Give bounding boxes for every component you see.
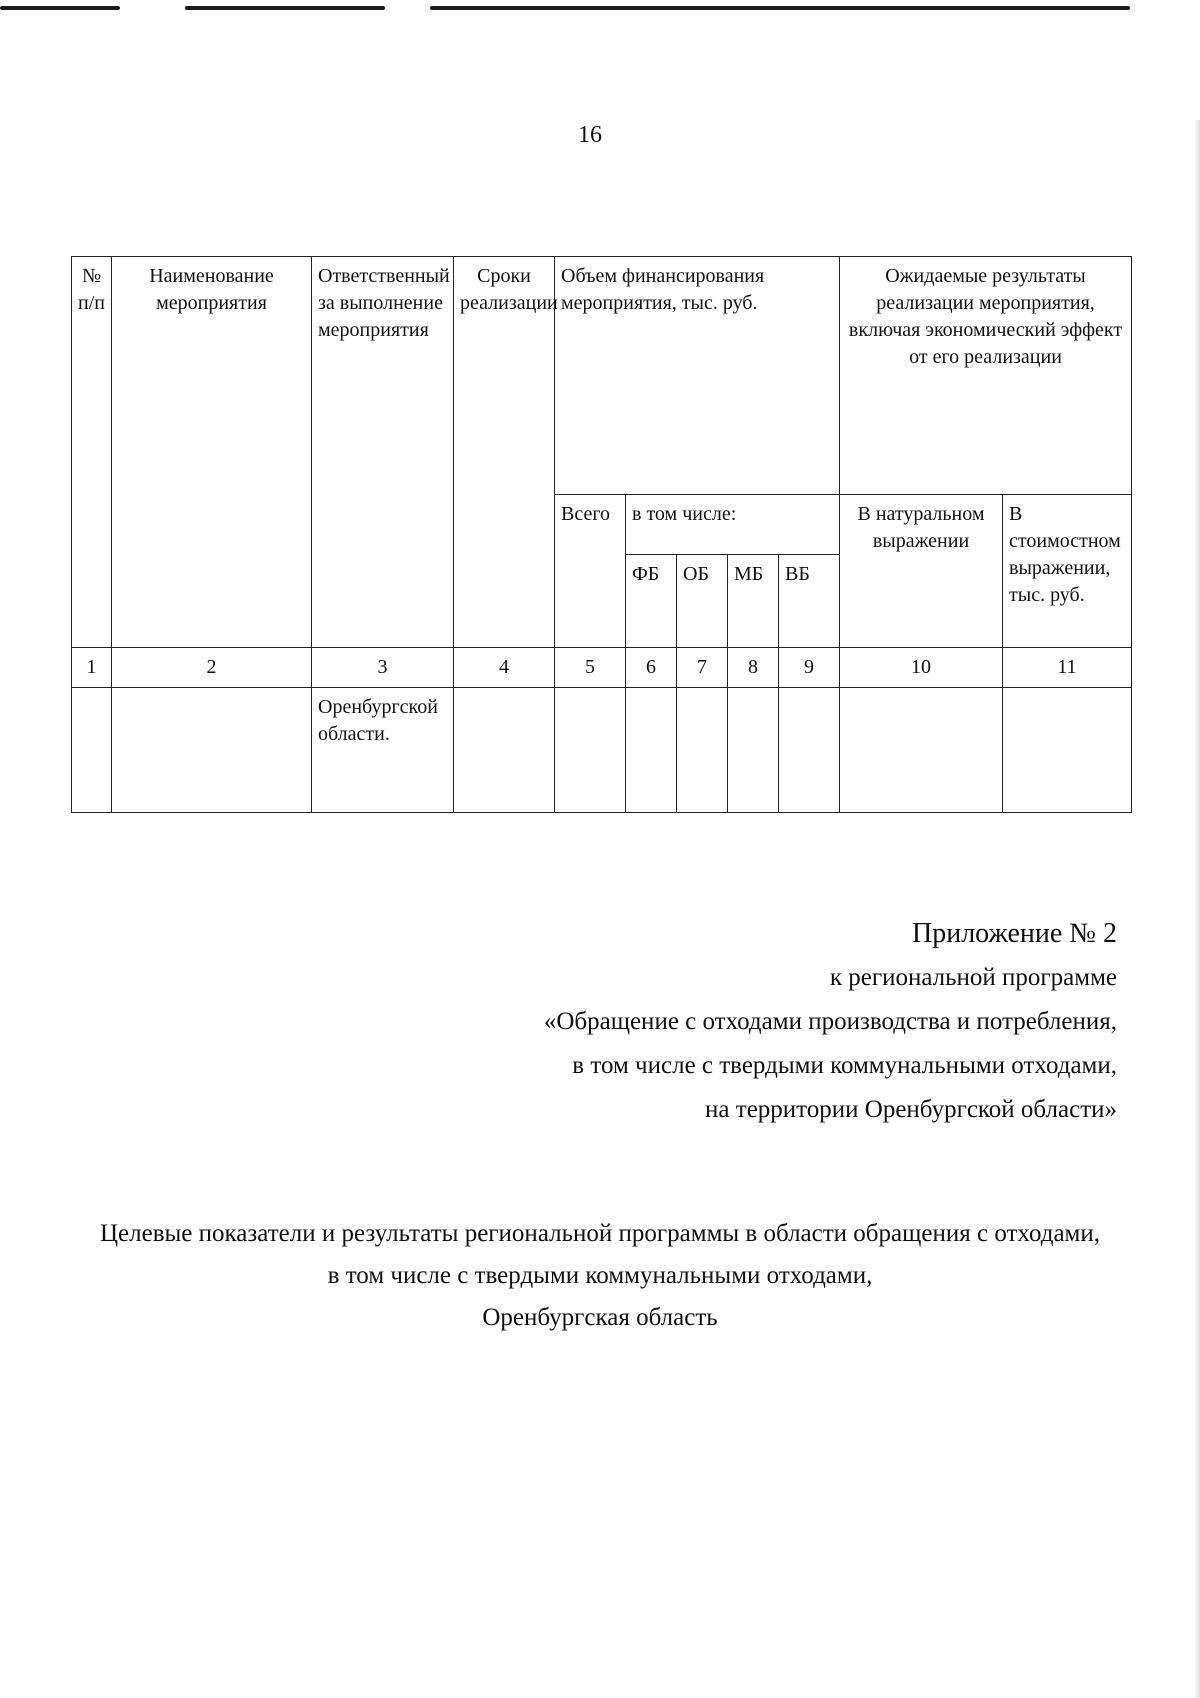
header-vb: ВБ — [779, 555, 840, 648]
cell-total — [555, 688, 626, 813]
title-line: Целевые показатели и результаты региональной программы в области обращения с отходами, — [99, 1220, 1101, 1247]
cell-mb — [728, 688, 779, 813]
column-number: 6 — [626, 648, 677, 688]
header-cost: В стоимостном выражении, тыс. руб. — [1003, 495, 1132, 648]
title-line: Оренбургская область — [482, 1304, 718, 1331]
header-funding: Объем финансирования мероприятия, тыс. руб. — [555, 257, 840, 495]
scan-edge-mark — [0, 6, 120, 10]
header-row-1 — [72, 257, 1132, 495]
header-fb: ФБ — [626, 555, 677, 648]
column-number: 9 — [779, 648, 840, 688]
cell-vb — [779, 688, 840, 813]
header-results: Ожидаемые результаты реализации мероприятия, включая экономический эффект от его реализации — [840, 257, 1132, 495]
scan-edge-mark — [185, 6, 385, 10]
appendix-line: на территории Оренбургской области» — [705, 1096, 1117, 1123]
cell-responsible: Оренбургской области. — [312, 688, 454, 813]
scan-edge-shadow — [1194, 120, 1200, 1698]
column-number: 4 — [454, 648, 555, 688]
column-number: 2 — [112, 648, 312, 688]
cell-cost — [1003, 688, 1132, 813]
document-title — [0, 1213, 1200, 1339]
header-mb: МБ — [728, 555, 779, 648]
cell-ob — [677, 688, 728, 813]
appendix-line: к региональной программе — [829, 964, 1117, 991]
header-natural: В натуральном выражении — [840, 495, 1003, 648]
header-num: № п/п — [72, 257, 112, 648]
cell-natural — [840, 688, 1003, 813]
cell-fb — [626, 688, 677, 813]
header-ob: ОБ — [677, 555, 728, 648]
cell-name — [112, 688, 312, 813]
column-number: 3 — [312, 648, 454, 688]
cell-num — [72, 688, 112, 813]
table-row — [72, 688, 1132, 813]
column-number: 11 — [1003, 648, 1132, 688]
header-responsible: Ответственный за выполнение мероприятия — [312, 257, 454, 648]
page-number: 16 — [578, 122, 602, 148]
header-total: Всего — [555, 495, 626, 648]
header-including: в том числе: — [626, 495, 840, 555]
title-line: в том числе с твердыми коммунальными отходами, — [327, 1262, 873, 1289]
appendix-line: «Обращение с отходами производства и потребления, — [543, 1008, 1117, 1035]
appendix-block — [544, 912, 1117, 1132]
header-terms: Сроки реализации — [454, 257, 555, 648]
column-number: 5 — [555, 648, 626, 688]
scan-edge-mark — [430, 6, 1130, 10]
header-name: Наименование мероприятия — [112, 257, 312, 648]
cell-terms — [454, 688, 555, 813]
appendix-heading: Приложение № 2 — [912, 918, 1117, 949]
column-number: 8 — [728, 648, 779, 688]
column-number: 1 — [72, 648, 112, 688]
column-number: 7 — [677, 648, 728, 688]
appendix-line: в том числе с твердыми коммунальными отходами, — [572, 1052, 1117, 1079]
column-number: 10 — [840, 648, 1003, 688]
column-number-row — [72, 648, 1132, 688]
activities-table — [71, 256, 1132, 813]
